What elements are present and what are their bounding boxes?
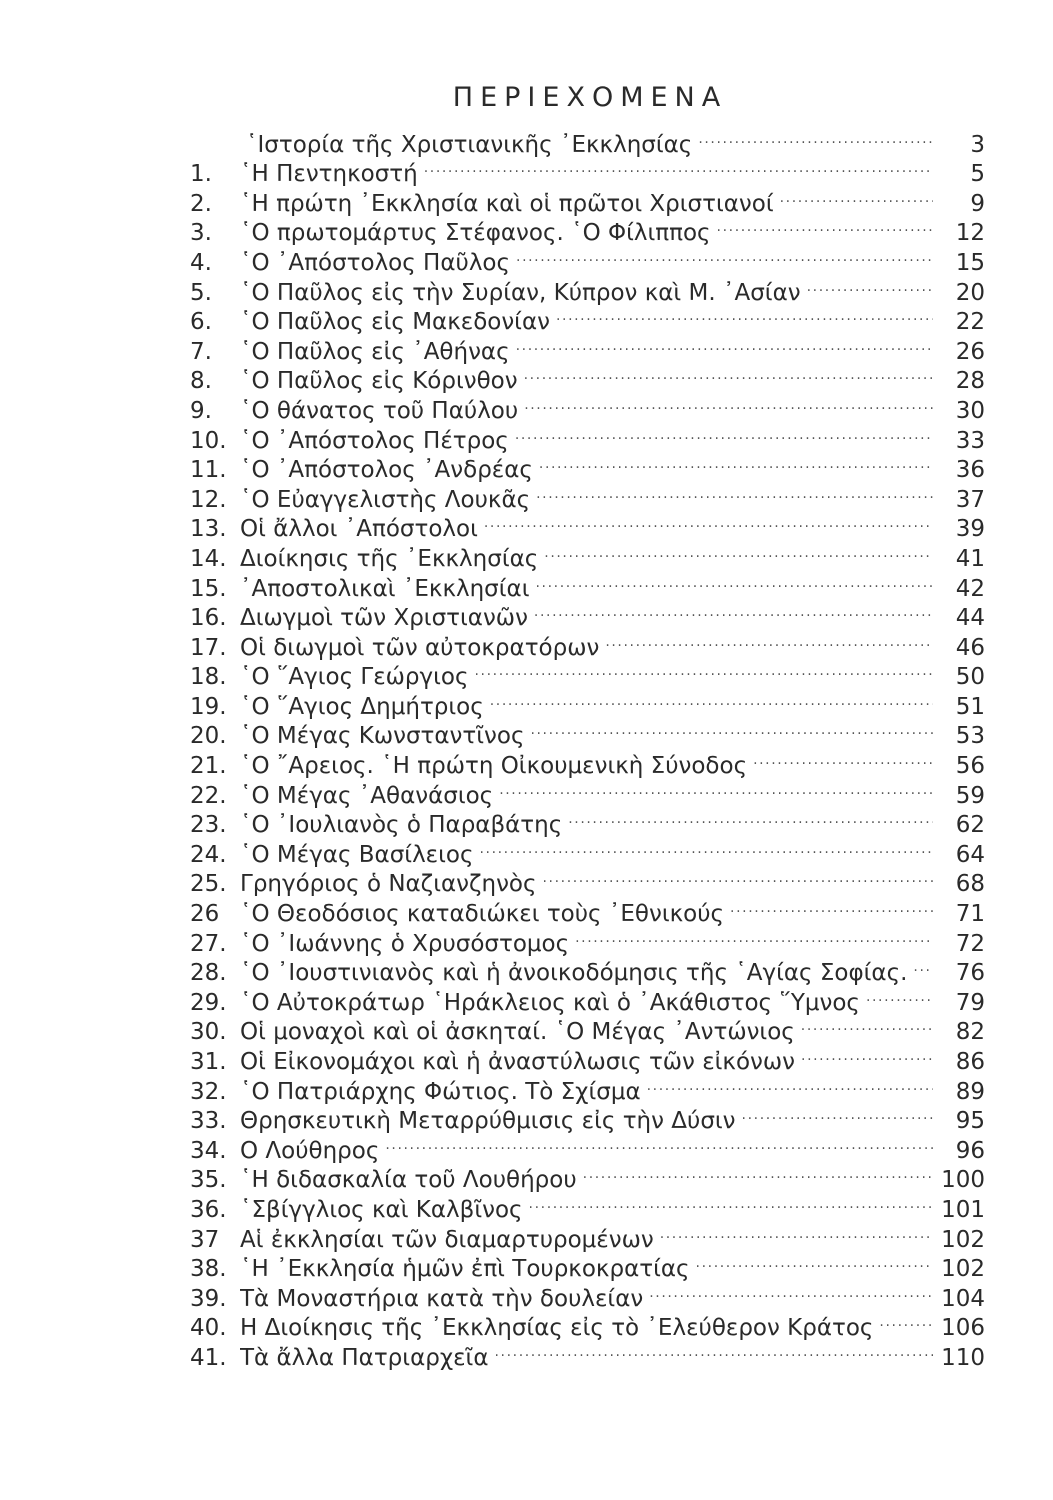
toc-entry-title: ῾Ο Εὐαγγελιστὴς Λουκᾶς: [240, 486, 531, 513]
toc-entry-title: ῾Ο Μέγας Κωνσταντῖνος: [240, 723, 525, 750]
dot-leader: [529, 1187, 933, 1217]
toc-entry-page: 71: [955, 901, 985, 928]
toc-entry-page: 102: [941, 1226, 985, 1253]
toc-entry-page: 79: [955, 989, 985, 1016]
toc-entry-title: ῾Ο Θεοδόσιος καταδιώκει τοὺς ᾿Εθνικούς: [240, 901, 725, 928]
dot-leader: [475, 655, 934, 685]
toc-entry-page: 26: [955, 338, 985, 365]
toc-entry-title: ῾Ο ῎Αρειος. ῾Η πρώτη Οἰκουμενικὴ Σύνοδος: [240, 753, 748, 780]
toc-entry-title: Οἱ μοναχοὶ καὶ οἱ ἀσκηταί. ῾Ο Μέγας ᾿Αντώνιος: [240, 1019, 795, 1046]
dot-leader: [698, 122, 933, 152]
page-title: ΠΕΡΙΕΧΟΜΕΝΑ: [452, 82, 728, 113]
toc-entry-page: 50: [955, 664, 985, 691]
toc-entry-page: 82: [955, 1019, 985, 1046]
toc-entry-number: 39.: [190, 1285, 227, 1312]
dot-leader: [424, 152, 933, 182]
toc-entry-title: Οἱ Εἰκονομάχοι καὶ ἡ ἀναστύλωσις τῶν εἰκόνων: [240, 1049, 796, 1075]
toc-entry-page: 37: [955, 486, 985, 513]
toc-entry-number: 5.: [190, 279, 212, 306]
table-of-contents: [190, 122, 985, 1371]
toc-entry-number: 1.: [190, 161, 212, 188]
dot-leader: [556, 300, 933, 330]
toc-entry-title: ῾Ο Παῦλος εἰς τὴν Συρίαν, Κύπρον καὶ Μ. ᾿Ασίαν: [240, 279, 801, 306]
dot-leader: [495, 1335, 934, 1365]
dot-leader: [807, 270, 933, 300]
dot-leader: [575, 921, 933, 951]
toc-entry-title: ῾Ο Παῦλος εἰς Κόρινθον: [240, 368, 518, 395]
toc-entry-page: 20: [955, 279, 985, 306]
toc-entry-number: 38.: [190, 1256, 227, 1283]
toc-entry-number: 34.: [190, 1137, 227, 1164]
toc-entry-number: 19.: [190, 693, 227, 720]
dot-leader: [753, 743, 933, 773]
toc-entry-title: ῾Η πρώτη ᾿Εκκλησία καὶ οἱ πρῶτοι Χριστιανοί: [240, 190, 774, 217]
toc-entry-number: 28.: [190, 960, 227, 987]
dot-leader: [524, 388, 933, 418]
toc-entry-page: 59: [955, 782, 985, 809]
toc-entry-title: ῾Ο πρωτομάρτυς Στέφανος. ῾Ο Φίλιππος: [240, 220, 711, 247]
toc-entry-title: Ο Λούθηρος: [240, 1137, 380, 1164]
dot-leader: [524, 359, 933, 389]
dot-leader: [539, 448, 933, 478]
toc-entry-title: ῾Ο ᾿Απόστολος Πέτρος: [240, 427, 509, 454]
toc-entry-page: 96: [955, 1137, 985, 1164]
toc-entry-number: 35.: [190, 1167, 227, 1194]
toc-entry-title: ῾Ο ᾿Ιουστινιανὸς καὶ ἡ ἀνοικοδόμησις τῆς ῾Αγίας Σοφίας.: [240, 960, 908, 987]
dot-leader: [499, 773, 933, 803]
toc-entry-page: 15: [955, 249, 985, 276]
toc-entry-number: 7.: [190, 338, 212, 365]
toc-entry-page: 101: [941, 1196, 985, 1223]
toc-entry-title: ῾Ο θάνατος τοῦ Παύλου: [240, 397, 519, 424]
toc-entry-title: ῾Ο ᾿Ιωάννης ὁ Χρυσόστομος: [240, 930, 570, 957]
toc-entry-title: ῾Σβίγγλιος καὶ Καλβῖνος: [240, 1196, 523, 1223]
toc-entry-number: 14.: [190, 545, 227, 572]
toc-entry-number: 22.: [190, 782, 227, 809]
toc-entry-page: 64: [955, 841, 985, 868]
toc-entry-page: 86: [955, 1049, 985, 1075]
toc-entry-title: ᾿Αποστολικαὶ ᾿Εκκλησίαι: [240, 575, 530, 602]
toc-entry-page: 22: [955, 309, 985, 336]
dot-leader: [801, 1010, 933, 1040]
toc-entry-title: ῾Ο Πατριάρχης Φώτιος. Τὸ Σχίσμα: [240, 1078, 641, 1105]
toc-entry-number: 11.: [190, 457, 227, 484]
dot-leader: [649, 1276, 933, 1306]
toc-entry-title: ῾Ιστορία τῆς Χριστιανικῆς ᾿Εκκλησίας: [246, 131, 693, 158]
dot-leader: [516, 240, 933, 270]
toc-entry-page: 104: [941, 1285, 985, 1312]
dot-leader: [696, 1247, 933, 1277]
toc-entry-number: 2.: [190, 190, 212, 217]
toc-entry-number: 27.: [190, 930, 227, 957]
toc-entry-title: Θρησκευτικὴ Μεταρρύθμισις εἰς τὴν Δύσιν: [240, 1108, 736, 1135]
toc-entry-title: ῾Ο ῞Αγιος Δημήτριος: [240, 693, 484, 720]
toc-entry-title: ῾Ο Παῦλος εἰς Μακεδονίαν: [240, 309, 550, 336]
toc-entry-title: ῾Ο Παῦλος εἰς ᾿Αθήνας: [240, 338, 510, 365]
toc-entry-number: 41.: [190, 1344, 227, 1371]
dot-leader: [515, 418, 933, 448]
toc-entry-number: 3.: [190, 220, 212, 247]
toc-entry-page: 3: [970, 131, 985, 158]
toc-entry-number: 16.: [190, 605, 227, 632]
toc-entry-page: 33: [955, 427, 985, 454]
toc-entry-number: 26: [190, 901, 220, 928]
toc-entry-page: 12: [955, 220, 985, 247]
toc-entry-page: 89: [955, 1078, 985, 1105]
toc-entry-number: 40.: [190, 1315, 227, 1342]
toc-entry-page: 100: [941, 1167, 985, 1194]
dot-leader: [742, 1099, 933, 1129]
dot-leader: [647, 1069, 933, 1099]
toc-entry-number: 9.: [190, 397, 212, 424]
toc-entry-page: 56: [955, 753, 985, 780]
dot-leader: [479, 832, 933, 862]
toc-entry-page: 95: [955, 1108, 985, 1135]
toc-entry-title: ῾Ο ῞Αγιος Γεώργιος: [240, 664, 469, 691]
dot-leader: [385, 1128, 933, 1158]
toc-entry-title: ῾Ο ᾿Ιουλιανὸς ὁ Παραβάτης: [240, 812, 563, 839]
toc-entry-number: 18.: [190, 664, 227, 691]
toc-entry-title: ῾Ο ᾿Απόστολος ᾿Ανδρέας: [240, 457, 533, 484]
toc-entry-title: ῾Η διδασκαλία τοῦ Λουθήρου: [240, 1167, 577, 1194]
toc-entry-number: 6.: [190, 309, 212, 336]
toc-entry-number: 17.: [190, 634, 227, 661]
toc-entry-number: 36.: [190, 1196, 227, 1223]
toc-entry-page: 68: [955, 871, 985, 898]
toc-entry-page: 76: [955, 960, 985, 987]
toc-entry-page: 5: [970, 161, 985, 188]
toc-entry-number: 37: [190, 1226, 220, 1253]
toc-entry-page: 72: [955, 930, 985, 957]
dot-leader: [605, 625, 933, 655]
toc-entry-page: 9: [970, 190, 985, 217]
toc-entry-page: 41: [955, 545, 985, 572]
dot-leader: [780, 181, 933, 211]
dot-leader: [866, 980, 933, 1010]
toc-entry-number: 20.: [190, 723, 227, 750]
toc-entry-page: 106: [941, 1315, 985, 1342]
toc-entry-number: 29.: [190, 989, 227, 1016]
toc-entry-title: ῾Ο Μέγας Βασίλειος: [240, 841, 474, 868]
toc-entry-page: 36: [955, 457, 985, 484]
dot-leader: [543, 862, 934, 892]
dot-leader: [801, 1039, 933, 1069]
toc-entry-page: 53: [955, 723, 985, 750]
toc-entry-number: 15.: [190, 575, 227, 602]
toc-entry-title: ῾Ο Αὐτοκράτωρ ῾Ηράκλειος καὶ ὁ ᾿Ακάθιστος ῞Υμνος: [240, 989, 860, 1016]
toc-entry-number: 30.: [190, 1019, 227, 1046]
toc-entry-page: 51: [955, 693, 985, 720]
toc-entry-number: 23.: [190, 812, 227, 839]
dot-leader: [879, 1306, 933, 1336]
dot-leader: [534, 596, 933, 626]
toc-entry-title: ῾Η Πεντηκοστή: [240, 161, 418, 188]
toc-entry-title: Διοίκησις τῆς ᾿Εκκλησίας: [240, 545, 539, 572]
dot-leader: [516, 329, 933, 359]
toc-entry-number: 31.: [190, 1049, 227, 1075]
toc-entry-number: 12.: [190, 486, 227, 513]
toc-entry-number: 4.: [190, 249, 212, 276]
toc-entry-page: 46: [955, 634, 985, 661]
dot-leader: [536, 566, 934, 596]
toc-entry-title: Διωγμοὶ τῶν Χριστιανῶν: [240, 605, 528, 632]
dot-leader: [568, 803, 933, 833]
dot-leader: [536, 477, 933, 507]
dot-leader: [583, 1158, 933, 1188]
toc-entry-number: 8.: [190, 368, 212, 395]
dot-leader: [660, 1217, 933, 1247]
toc-entry-title: ῾Η ᾿Εκκλησία ἡμῶν ἐπὶ Τουρκοκρατίας: [240, 1256, 690, 1283]
toc-entry-page: 28: [955, 368, 985, 395]
toc-entry-page: 42: [955, 575, 985, 602]
toc-entry-page: 62: [955, 812, 985, 839]
toc-entry-number: 32.: [190, 1078, 227, 1105]
toc-entry-title: Γρηγόριος ὁ Ναζιανζηνὸς: [240, 871, 537, 898]
toc-entry-title: Οἱ ἄλλοι ᾿Απόστολοι: [240, 516, 478, 543]
toc-entry-number: 33.: [190, 1108, 227, 1135]
toc-entry-page: 44: [955, 605, 985, 632]
toc-entry-page: 102: [941, 1256, 985, 1283]
toc-entry-number: 10.: [190, 427, 227, 454]
dot-leader: [530, 714, 933, 744]
toc-entry-title: ῾Ο ᾿Απόστολος Παῦλος: [240, 249, 511, 276]
toc-entry-page: 110: [941, 1344, 985, 1371]
dot-leader: [544, 536, 933, 566]
toc-entry-number: 24.: [190, 841, 227, 868]
toc-entry-page: 30: [955, 397, 985, 424]
dot-leader: [913, 951, 933, 981]
toc-entry-title: Τὰ ἄλλα Πατριαρχεῖα: [240, 1344, 489, 1371]
dot-leader: [730, 891, 933, 921]
toc-entry-number: 13.: [190, 516, 227, 543]
dot-leader: [717, 211, 933, 241]
toc-entry-page: 39: [955, 516, 985, 543]
toc-entry-number: 25.: [190, 871, 227, 898]
toc-entry-title: Αἱ ἐκκλησίαι τῶν διαμαρτυρομένων: [240, 1226, 654, 1253]
toc-entry-title: Η Διοίκησις τῆς ᾿Εκκλησίας εἰς τὸ ᾿Ελεύθερον Κράτος: [240, 1315, 874, 1342]
toc-entry-number: 21.: [190, 753, 227, 780]
toc-entry-title: ῾Ο Μέγας ᾿Αθανάσιος: [240, 782, 494, 809]
toc-entry-title: Οἱ διωγμοὶ τῶν αὐτοκρατόρων: [240, 634, 600, 661]
toc-entry: [190, 122, 985, 158]
toc-entry-title: Τὰ Μοναστήρια κατὰ τὴν δουλείαν: [240, 1285, 644, 1312]
dot-leader: [490, 684, 933, 714]
dot-leader: [484, 507, 933, 537]
